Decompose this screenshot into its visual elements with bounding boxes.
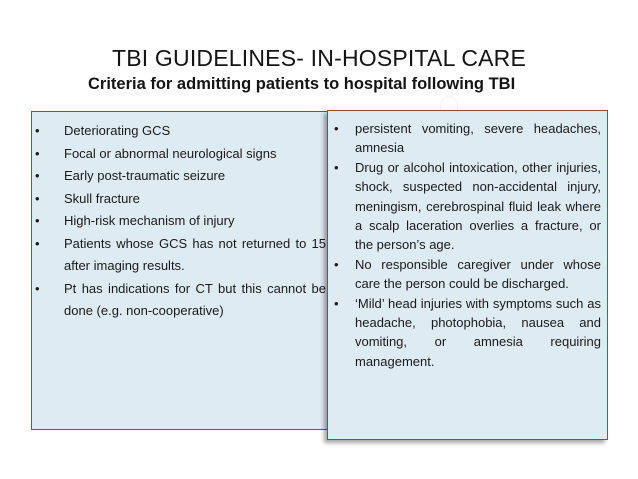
list-item (328, 158, 609, 255)
list-item (32, 233, 333, 278)
list-item-text: No responsible caregiver under whose care the person could be discharged. (355, 256, 601, 292)
bullet-icon: • (35, 168, 40, 183)
list-item (328, 294, 609, 372)
list-item-text: Focal or abnormal neurological signs (64, 145, 277, 161)
list-item-text: Deteriorating GCS (64, 123, 171, 138)
bullet-icon: • (334, 159, 339, 175)
bullet-icon: • (334, 256, 339, 272)
slide-title: TBI GUIDELINES- IN-HOSPITAL CARE (111, 45, 527, 71)
list-item-text: High-risk mechanism of injury (64, 213, 235, 228)
list-item-text: ‘Mild’ head injuries with symptoms such as headache, photophobia, nausea and vomiting, or amnesia requiring management. (355, 295, 601, 369)
bullet-icon: • (334, 295, 339, 311)
list-item (328, 119, 609, 158)
right-criteria-panel (327, 110, 608, 440)
list-item (328, 255, 609, 294)
bullet-icon: • (35, 145, 40, 161)
list-item-text: Skull fracture (64, 190, 140, 206)
slide-subtitle: Criteria for admitting patients to hospital following TBI (88, 75, 516, 93)
list-item (32, 188, 333, 211)
list-item-text: Pt has indications for CT but this cannot be done (e.g. non-cooperative) (64, 280, 326, 318)
right-criteria-list (328, 119, 609, 371)
bullet-icon: • (35, 213, 40, 228)
bullet-icon: • (35, 123, 40, 138)
list-item (32, 143, 333, 166)
list-item-text: Early post-traumatic seizure (64, 168, 226, 183)
left-criteria-list (32, 120, 333, 323)
list-item (32, 165, 333, 188)
left-criteria-panel (31, 111, 333, 430)
bullet-icon: • (35, 190, 40, 206)
bullet-icon: • (35, 280, 40, 296)
bullet-icon: • (334, 121, 339, 136)
list-item-text: Drug or alcohol intoxication, other injuries, shock, suspected non-accidental injury, meningism, cerebrospinal fluid leak where a scalp laceration overlies a fracture, or the person’s age. (355, 159, 601, 253)
list-item-text: Patients whose GCS has not returned to 15 after imaging results. (64, 235, 326, 273)
list-item-text: persistent vomiting, severe headaches, amnesia (355, 121, 601, 156)
bullet-icon: • (35, 235, 40, 251)
list-item (32, 120, 333, 143)
list-item (32, 278, 333, 323)
list-item (32, 210, 333, 233)
